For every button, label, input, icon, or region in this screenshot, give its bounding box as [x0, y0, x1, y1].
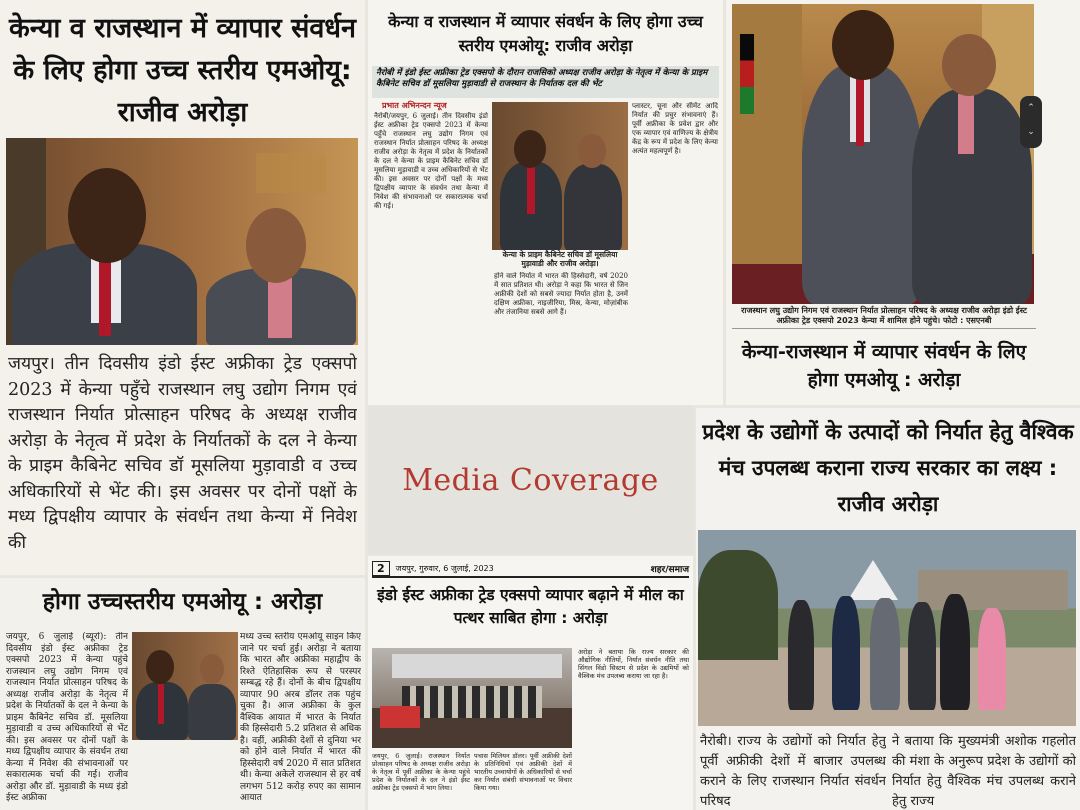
column-1-bottom-right: नैरोबी। राज्य के उद्योगों को निर्यात हेतु पूर्वी अफ्रीकी देशों में बाजार उपलब्ध कराने के लिए राजस्थान निर्यात संवर्धन परिषद — [700, 734, 886, 809]
clipping-left — [0, 0, 365, 575]
strap-top-center: नैरोबी में इंडो ईस्ट अफ्रीका ट्रेड एक्सपो के दौरान राजसिको अध्यक्ष राजीव अरोड़ा के नेतृत्व में केन्या के प्राइम कैबिनेट सचिव डॉ मूसलिया मुड़ावाडी से राजस्थान के निर्यातक दल की भेंट — [372, 66, 719, 98]
clipping-bottom-right — [696, 408, 1080, 810]
caption-top-center: केन्या के प्राइम कैबिनेट सचिव डॉ मूसलिया मुड़ावाडी और राजीव अरोड़ा। — [502, 250, 618, 268]
column-1-bottom-left: जयपुर, 6 जुलाई (ब्यूरो): तीन दिवसीय इंडो ईस्ट अफ्रीका ट्रेड एक्सपो 2023 में केन्या पहुंचे राजस्थान लघु उद्योग निगम एवं राजस्थान निर्यात प्रोत्साहन परिषद के अध्यक्ष राजीव अरोड़ा के नेतृत्व में प्रदेश के निर्यातकों के दल ने केन्या के प्राइम कैबिनेट सचिव डॉ. मूसलिया मुड़ावाडी व उच्च अधिकारियों से भेंट की। इस अवसर पर दोनों पक्षों के मध्य द्विपक्षीय व्यापार के संवर्धन तथा केन्या में निवेश की संभावनाओं पर सकारात्मक चर्चा की गई। राजीव अरोड़ा और डॉ. मुड़ावाडी के मध्य इंडो ईस्ट अफ्रीका — [6, 632, 128, 803]
headline-top-center: केन्या व राजस्थान में व्यापार संवर्धन के लिए होगा उच्च स्तरीय एमओयू: राजीव अरोड़ा — [388, 12, 703, 55]
photo-bottom-left — [132, 632, 238, 740]
chevron-up-icon[interactable]: ⌃ — [1027, 103, 1035, 113]
media-coverage-label — [368, 406, 693, 554]
section-label: शहर/समाज — [650, 564, 689, 575]
photo-left-dignitaries — [6, 138, 358, 345]
photo-top-center — [492, 102, 628, 250]
photo-bottom-center-stage — [372, 648, 572, 748]
body-left: जयपुर। तीन दिवसीय इंडो ईस्ट अफ्रीका ट्रेड एक्सपो 2023 में केन्या पहुँचे राजस्थान लघु उद्योग निगम एवं राजस्थान निर्यात प्रोत्साहन परिषद के अध्यक्ष राजीव अरोड़ा के नेतृत्व में प्रदेश के निर्यातकों के दल ने केन्या के प्राइम कैबिनेट सचिव डॉ मूसलिया मुड़ावाडी व उच्च अधिकारियों से भेंट की। इस अवसर पर दोनों पक्षों के मध्य द्विपक्षीय व्यापार के संवर्धन तथा केन्या में निवेश की — [8, 354, 357, 553]
byline-top-center: प्रभात अभिनन्दन न्यूज — [382, 101, 447, 110]
chevron-down-icon[interactable]: ⌄ — [1027, 127, 1035, 137]
clipping-top-center — [368, 0, 723, 405]
column-1-bottom-center: जयपुर, 6 जुलाई। राजस्थान निर्यात प्रोत्साहन परिषद के अध्यक्ष राजीव अरोड़ा के नेतृत्व में पूर्वी अफ्रीका के केन्या पहुंचे प्रदेश के निर्यातकों के दल ने इंडो ईस्ट अफ्रीका ट्रेड एक्सपो में भाग लिया। — [372, 752, 470, 792]
scroll-widget[interactable] — [1020, 96, 1042, 148]
photo-top-right-handshake — [732, 4, 1034, 304]
face-right — [246, 208, 306, 283]
column-2-bottom-left: मध्य उच्च स्तरीय एमओयू साइन किए जाने पर चर्चा हुई। अरोड़ा ने बताया कि भारत और अफ्रीका महाद्वीप के रिश्ते ऐतिहासिक रूप से परस्पर सम्बद्ध रहे हैं। दोनों के बीच द्विपक्षीय व्यापार 90 अरब डॉलर तक पहुंच चुका है। आज अफ्रीका के कुल वैश्विक आयात में भारत के निर्यात की हिस्सेदारी 5.2 प्रतिशत से अधिक है। वहीं, अफ्रीकी देशों से दुनिया भर को होने वाले निर्यात में भारत की हिस्सेदारी वर्ष 2020 में सात प्रतिशत थी। केन्या अकेले राजस्थान से हर वर्ष लगभग 512 करोड़ रुपए का सामान आयात — [240, 632, 361, 803]
column-2-bottom-right: ने बताया कि मुख्यमंत्री अशोक गहलोत की मंशा के अनुरूप प्रदेश के उद्योगों को निर्यात हेतु वैश्विक मंच उपलब्ध कराने हेतु राज्य — [892, 734, 1076, 809]
caption-top-right: राजस्थान लघु उद्योग निगम एवं राजस्थान निर्यात प्रोत्साहन परिषद के अध्यक्ष राजीव अरोड़ा इंडो ईस्ट अफ्रीका ट्रेड एक्सपो 2023 केन्या में शामिल होने पहुंचे। फोटो : एसएनबी — [732, 306, 1036, 329]
headline-left: केन्या व राजस्थान में व्यापार संवर्धन के लिए होगा उच्च स्तरीय एमओयू: राजीव अरोड़ा — [9, 13, 356, 128]
column-2-bottom-center: पचास मिलियन डॉलर। पूर्वी अफ्रीकी देशों के प्रतिनिधियों एवं अफ्रीकी देशों में भारतीय उच्चायोगों के अधिकारियों से चर्चा कर निर्यात संबंधी संभावनाओं पर विचार किया गया। — [474, 752, 572, 792]
dateline: जयपुर, गुरुवार, 6 जुलाई, 2023 — [395, 563, 494, 573]
photo-bottom-right-group — [698, 530, 1076, 726]
column-3-top-center: प्लास्टर, चूना और सीमेंट आदि निर्यात की प्रचुर संभावनाएं हैं। पूर्वी अफ्रीका के प्रवेश द्वार और एक व्यापार एवं वाणिज्य के क्षेत्रीय केंद्र के रूप में प्रदेश के लिए केन्या अत्यंत महत्वपूर्ण है। — [632, 102, 718, 155]
newspaper-header — [372, 560, 689, 578]
headline-top-right: केन्या-राजस्थान में व्यापार संवर्धन के लिए होगा एमओयू : अरोड़ा — [741, 341, 1027, 391]
page-number: 2 — [372, 561, 390, 576]
media-coverage-title: Media Coverage — [402, 462, 659, 498]
clipping-bottom-center — [368, 556, 693, 810]
face-left — [68, 168, 146, 263]
clipping-bottom-left — [0, 578, 365, 810]
headline-bottom-right: प्रदेश के उद्योगों के उत्पादों को निर्यात हेतु वैश्विक मंच उपलब्ध कराना राज्य सरकार का लक्ष्य : राजीव अरोड़ा — [702, 420, 1074, 516]
headline-bottom-center: इंडो ईस्ट अफ्रीका ट्रेड एक्सपो व्यापार बढ़ाने में मील का पत्थर साबित होगा : अरोड़ा — [377, 586, 684, 627]
headline-bottom-left: होगा उच्चस्तरीय एमओयू : अरोड़ा — [42, 589, 323, 615]
column-3-bottom-center: अरोड़ा ने बताया कि राज्य सरकार की औद्योगिक नीतियों, निर्यात संवर्धन नीति तथा सिंगल विंडो सिस्टम से प्रदेश के उद्यमियों को वैश्विक मंच उपलब्ध कराया जा रहा है। — [578, 648, 689, 680]
column-1-top-center: नैरोबी/जयपुर, 6 जुलाई। तीन दिवसीय इंडो ईस्ट अफ्रीका ट्रेड एक्सपो 2023 में केन्या पहुँचे राजस्थान लघु उद्योग निगम एवं राजस्थान निर्यात प्रोत्साहन परिषद के अध्यक्ष राजीव अरोड़ा के नेतृत्व में प्रदेश के निर्यातकों के दल ने केन्या के प्राइम कैबिनेट सचिव डॉ मूसलिया मुड़ावाडी व उच्च अधिकारियों से भेंट की। इस अवसर पर दोनों पक्षों के मध्य द्विपक्षीय व्यापार के संवर्धन तथा केन्या में निवेश की संभावनाओं पर सकारात्मक चर्चा की गई। — [374, 112, 488, 210]
column-2-top-center: होने वाले निर्यात में भारत की हिस्सेदारी, वर्ष 2020 में सात प्रतिशत थी। अरोड़ा ने कहा कि भारत से जिन अफ्रीकी देशों को सबसे ज्यादा निर्यात होता है, उनमें दक्षिण अफ्रीका, नाइजीरिया, मिस्र, केन्या, मोज़ांबीक और तंजानिया सबसे आगे हैं। — [494, 272, 628, 316]
clipping-top-right — [726, 0, 1080, 405]
